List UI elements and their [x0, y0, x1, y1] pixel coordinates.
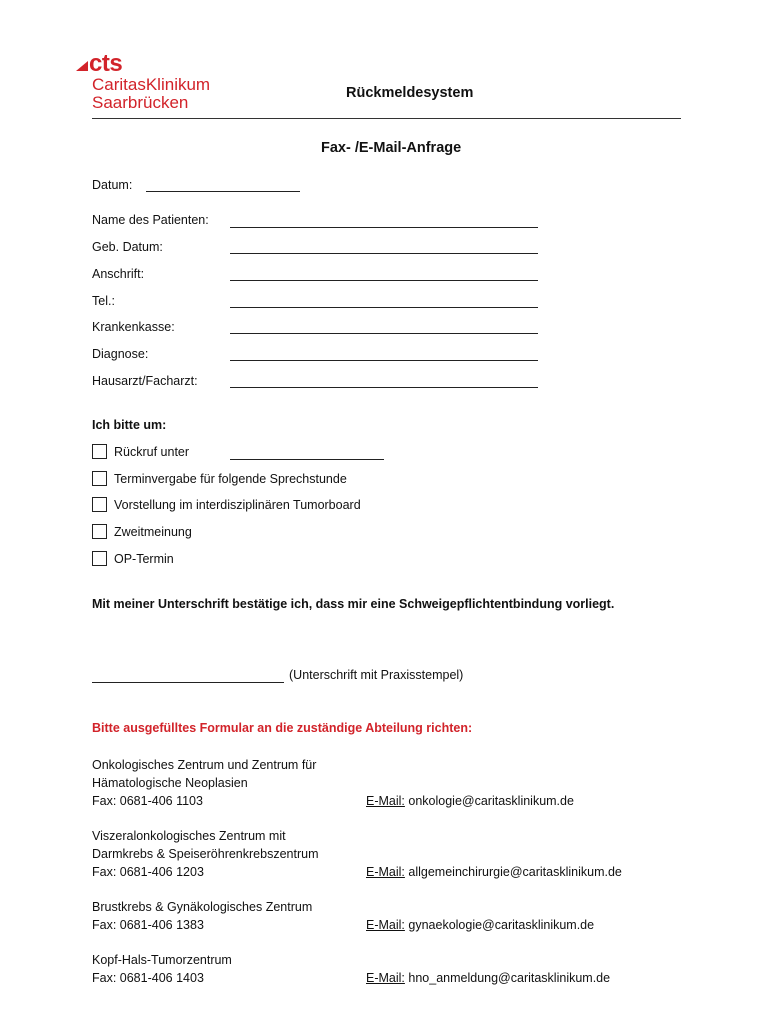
form-subtitle: Fax- /E-Mail-Anfrage	[321, 140, 462, 156]
birthdate-label: Geb. Datum:	[92, 240, 163, 254]
tumorboard-label: Vorstellung im interdisziplinären Tumorboard	[114, 498, 361, 512]
patient-name-field[interactable]	[230, 227, 538, 228]
op-appointment-checkbox[interactable]	[92, 551, 107, 566]
callback-checkbox[interactable]	[92, 444, 107, 459]
logo-mark-icon	[76, 61, 88, 71]
tumorboard-checkbox[interactable]	[92, 497, 107, 512]
department-email-row	[366, 916, 594, 934]
request-heading: Ich bitte um:	[92, 418, 167, 432]
email-link[interactable]: hno_anmeldung@caritasklinikum.de	[408, 971, 611, 985]
date-label: Datum:	[92, 178, 133, 192]
department-name: Kopf-Hals-Tumorzentrum	[92, 953, 232, 967]
physician-field[interactable]	[230, 387, 538, 388]
department-email-row	[366, 792, 574, 810]
email-link[interactable]: allgemeinchirurgie@caritasklinikum.de	[408, 865, 622, 879]
signature-label: (Unterschrift mit Praxisstempel)	[289, 668, 464, 682]
diagnosis-label: Diagnose:	[92, 347, 149, 361]
patient-name-label: Name des Patienten:	[92, 213, 209, 227]
second-opinion-label: Zweitmeinung	[114, 525, 192, 539]
department-fax: Fax: 0681-406 1203	[92, 865, 204, 879]
insurance-field[interactable]	[230, 333, 538, 334]
email-link[interactable]: onkologie@caritasklinikum.de	[408, 794, 574, 808]
appointment-checkbox[interactable]	[92, 471, 107, 486]
department-head-neck	[92, 951, 232, 987]
callback-label: Rückruf unter	[114, 445, 190, 459]
appointment-label: Terminvergabe für folgende Sprechstunde	[114, 472, 347, 486]
address-label: Anschrift:	[92, 267, 145, 281]
birthdate-field[interactable]	[230, 253, 538, 254]
department-visceral	[92, 827, 318, 881]
email-label: E-Mail:	[366, 918, 405, 932]
department-name-2: Darmkrebs & Speiseröhrenkrebszentrum	[92, 847, 319, 861]
header-divider	[92, 118, 681, 119]
department-name: Brustkrebs & Gynäkologisches Zentrum	[92, 900, 313, 914]
department-fax: Fax: 0681-406 1403	[92, 971, 204, 985]
logo-brand: cts	[89, 50, 123, 77]
notice-text: Bitte ausgefülltes Formular an die zuständige Abteilung richten:	[92, 721, 473, 735]
logo-line-1: CaritasKlinikum	[92, 75, 211, 94]
address-field[interactable]	[230, 280, 538, 281]
confirmation-text: Mit meiner Unterschrift bestätige ich, dass mir eine Schweigepflichtentbindung vorliegt.	[92, 597, 615, 611]
department-oncology	[92, 756, 316, 810]
date-field[interactable]	[146, 191, 300, 192]
op-appointment-label: OP-Termin	[114, 552, 174, 566]
email-label: E-Mail:	[366, 794, 405, 808]
department-gynecology	[92, 898, 312, 934]
department-fax: Fax: 0681-406 1383	[92, 918, 204, 932]
department-name: Onkologisches Zentrum und Zentrum für	[92, 758, 317, 772]
phone-field[interactable]	[230, 307, 538, 308]
logo-line-2: Saarbrücken	[92, 93, 189, 112]
signature-field[interactable]	[92, 682, 284, 683]
page-title: Rückmeldesystem	[346, 85, 474, 101]
department-name-2: Hämatologische Neoplasien	[92, 776, 248, 790]
department-email-row	[366, 969, 610, 987]
callback-number-field[interactable]	[230, 459, 384, 460]
insurance-label: Krankenkasse:	[92, 320, 175, 334]
department-name: Viszeralonkologisches Zentrum mit	[92, 829, 286, 843]
diagnosis-field[interactable]	[230, 360, 538, 361]
physician-label: Hausarzt/Facharzt:	[92, 374, 198, 388]
second-opinion-checkbox[interactable]	[92, 524, 107, 539]
email-label: E-Mail:	[366, 971, 405, 985]
department-fax: Fax: 0681-406 1103	[92, 794, 203, 808]
department-email-row	[366, 863, 622, 881]
email-label: E-Mail:	[366, 865, 405, 879]
email-link[interactable]: gynaekologie@caritasklinikum.de	[408, 918, 595, 932]
phone-label: Tel.:	[92, 294, 115, 308]
